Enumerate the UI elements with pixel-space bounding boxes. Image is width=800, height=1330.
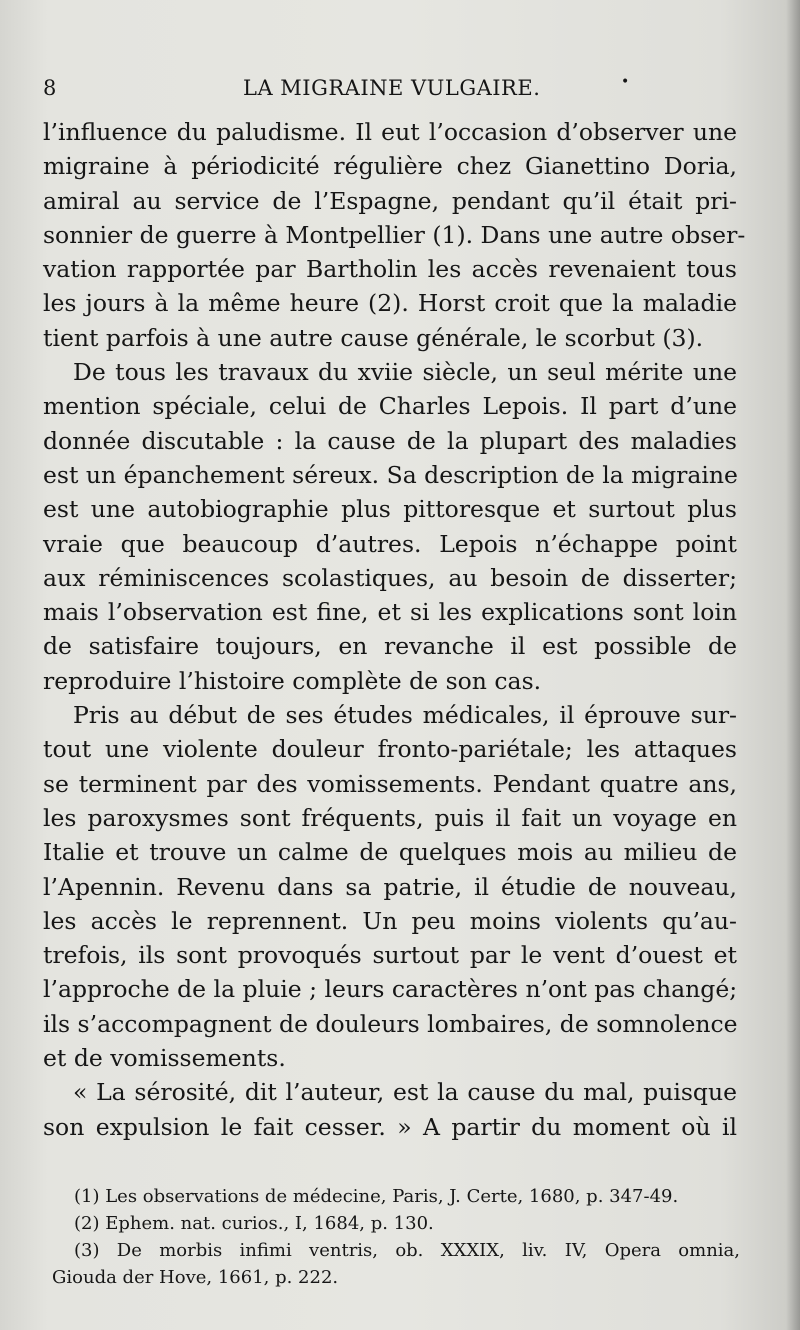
footnote-3: (3) De morbis infimi ventris, ob. XXXIX, liv. IV, Opera omnia, bbox=[74, 1240, 740, 1261]
footnote-3-continuation: Giouda der Hove, 1661, p. 222. bbox=[52, 1267, 339, 1288]
text-line: Italie et trouve un calme de quelques mois au milieu de bbox=[43, 838, 737, 867]
text-line: migraine à périodicité régulière chez Gianettino Doria, bbox=[43, 152, 737, 181]
text-line: tout une violente douleur fronto-pariétale; les attaques bbox=[43, 735, 737, 764]
footnote-2: (2) Ephem. nat. curios., I, 1684, p. 130. bbox=[74, 1213, 434, 1234]
text-line: vation rapportée par Bartholin les accès revenaient tous bbox=[43, 255, 737, 284]
text-line: l’Apennin. Revenu dans sa patrie, il étudie de nouveau, bbox=[43, 872, 737, 901]
text-line: amiral au service de l’Espagne, pendant qu’il était pri- bbox=[43, 186, 737, 215]
text-line: les jours à la même heure (2). Horst croit que la maladie bbox=[43, 289, 737, 318]
text-line: mention spéciale, celui de Charles Lepois. Il part d’une bbox=[43, 392, 737, 421]
text-line: est une autobiographie plus pittoresque et surtout plus bbox=[43, 495, 737, 524]
text-line: ils s’accompagnent de douleurs lombaires, de somnolence bbox=[43, 1009, 738, 1038]
text-line: reproduire l’histoire complète de son cas. bbox=[43, 666, 542, 695]
text-line: de satisfaire toujours, en revanche il est possible de bbox=[43, 632, 737, 661]
text-line: Pris au début de ses études médicales, il éprouve sur- bbox=[73, 701, 737, 730]
page-number: 8 bbox=[43, 76, 57, 100]
running-title: LA MIGRAINE VULGAIRE. bbox=[243, 76, 541, 100]
text-line: vraie que beaucoup d’autres. Lepois n’échappe point bbox=[43, 529, 737, 558]
running-header bbox=[43, 76, 743, 108]
text-line: De tous les travaux du xviie siècle, un seul mérite une bbox=[73, 358, 737, 387]
body-text bbox=[43, 115, 746, 1144]
text-line: et de vomissements. bbox=[43, 1044, 286, 1073]
text-line: mais l’observation est fine, et si les explications sont loin bbox=[43, 598, 737, 627]
text-line: les paroxysmes sont fréquents, puis il fait un voyage en bbox=[43, 803, 737, 832]
text-line: l’influence du paludisme. Il eut l’occasion d’observer une bbox=[43, 118, 737, 146]
text-line: trefois, ils sont provoqués surtout par le vent d’ouest et bbox=[43, 941, 737, 970]
text-line: se terminent par des vomissements. Pendant quatre ans, bbox=[43, 769, 737, 798]
text-line: « La sérosité, dit l’auteur, est la cause du mal, puisque bbox=[73, 1078, 737, 1107]
text-line: est un épanchement séreux. Sa description de la migraine bbox=[43, 460, 738, 489]
text-line: son expulsion le fait cesser. » A partir du moment où il bbox=[43, 1112, 737, 1141]
text-line: tient parfois à une autre cause générale, le scorbut (3). bbox=[43, 323, 704, 352]
text-line: sonnier de guerre à Montpellier (1). Dans une autre obser- bbox=[43, 220, 746, 249]
bullet-mark: • bbox=[621, 74, 630, 90]
page-edge-shadow bbox=[786, 0, 800, 1330]
text-line: les accès le reprennent. Un peu moins violents qu’au- bbox=[43, 906, 737, 935]
footnote-1: (1) Les observations de médecine, Paris, J. Certe, 1680, p. 347-49. bbox=[74, 1186, 679, 1207]
text-line: l’approche de la pluie ; leurs caractères n’ont pas changé; bbox=[43, 975, 738, 1004]
text-line: donnée discutable : la cause de la plupart des maladies bbox=[43, 426, 737, 455]
footnotes bbox=[52, 1183, 740, 1291]
text-line: aux réminiscences scolastiques, au besoin de disserter; bbox=[43, 563, 737, 592]
